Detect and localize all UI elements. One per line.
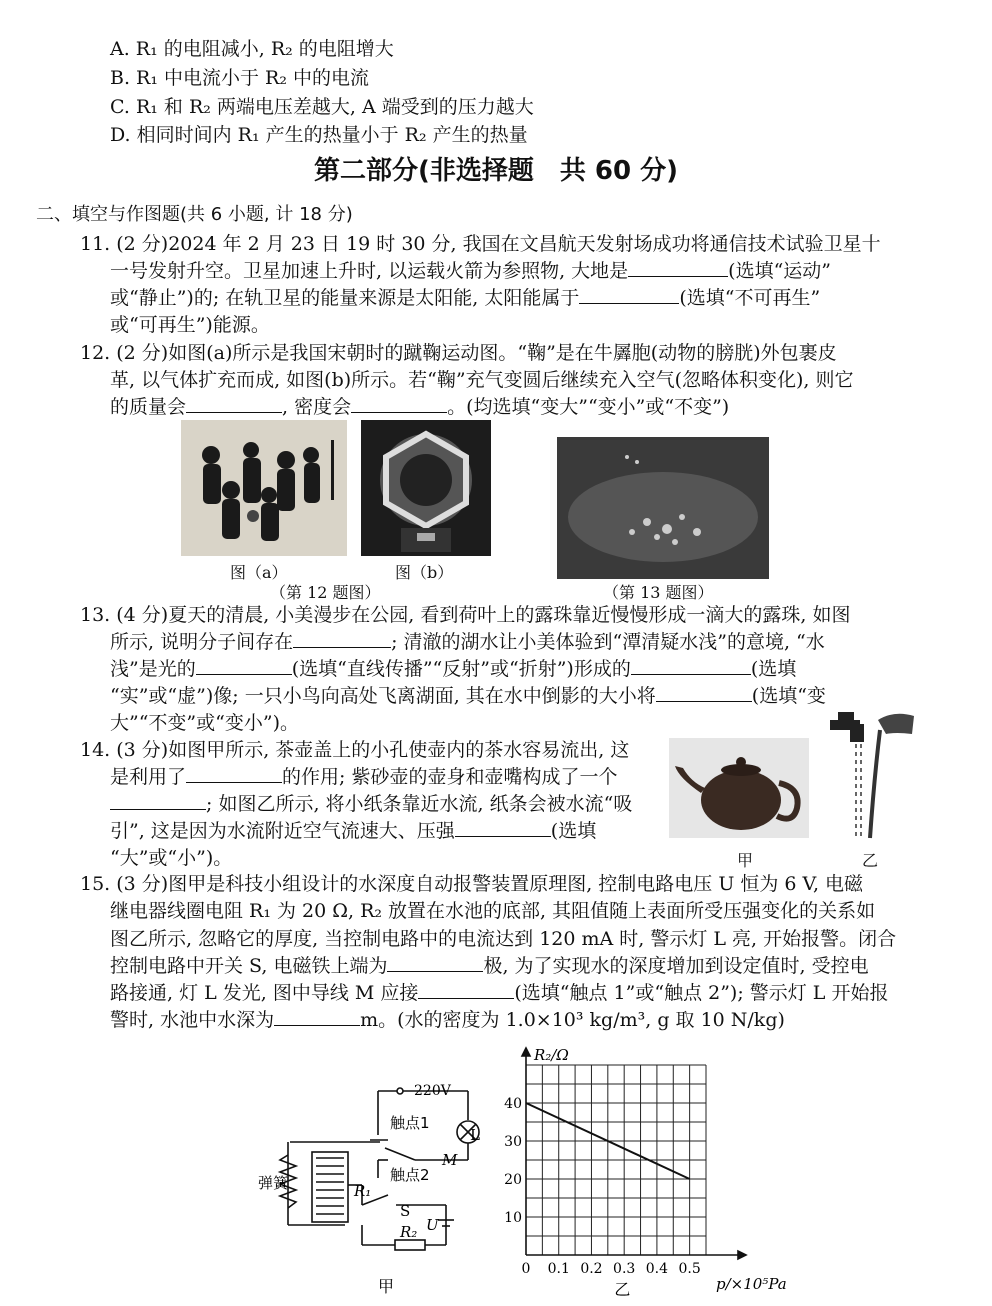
q11-line2: 一号发射升空。卫星加速上升时, 以运载火箭为参照物, 大地是 (选填“运动” bbox=[110, 260, 832, 282]
q13-blank1[interactable] bbox=[293, 629, 391, 648]
caption-jia-14: 甲 bbox=[737, 851, 754, 870]
cuju-ball-image bbox=[361, 420, 491, 556]
q11-blank1[interactable] bbox=[628, 258, 728, 277]
q11-blank2[interactable] bbox=[579, 285, 679, 304]
y-axis-arrow bbox=[522, 1048, 530, 1056]
q14-line3: ; 如图乙所示, 将小纸条靠近水流, 纸条会被水流“吸 bbox=[110, 791, 632, 817]
cuju-painting-image bbox=[181, 420, 347, 556]
caption-yi-14: 乙 bbox=[862, 851, 879, 870]
x-tick-label: 0.4 bbox=[645, 1261, 669, 1277]
y-tick-label: 40 bbox=[504, 1096, 522, 1112]
q13-line4: “实”或“虚”)像; 一只小鸟向高处飞离湖面, 其在水中倒影的大小将 (选填“变 bbox=[110, 685, 826, 707]
q14-line2: 是利用了 的作用; 紫砂壶的壶身和壶嘴构成了一个 bbox=[110, 766, 618, 788]
q12-line3: 的质量会 , 密度会 。(均选填“变大”“变小”或“不变”) bbox=[110, 396, 730, 418]
q14-line5: “大”或“小”)。 bbox=[110, 847, 233, 869]
q15-line6: 警时, 水池中水深为 m。(水的密度为 1.0×10³ kg/m³, g 取 10 N/kg) bbox=[110, 1009, 785, 1031]
q13-blank2[interactable] bbox=[196, 656, 292, 675]
q13-blank3[interactable] bbox=[631, 656, 751, 675]
y-tick-label: 30 bbox=[504, 1134, 522, 1150]
q14-line4: 引”, 这是因为水流附近空气流速大、压强 (选填 bbox=[110, 820, 597, 842]
chart-xlabel: p/×10⁵Pa bbox=[716, 1275, 787, 1293]
q15-blank2[interactable] bbox=[418, 980, 514, 999]
q13-line5: 大”“不变”或“变小”)。 bbox=[110, 712, 299, 734]
faucet-paper-image bbox=[826, 710, 918, 842]
part2-title: 第二部分(非选择题 共 60 分) bbox=[313, 156, 679, 186]
label-contact2: 触点2 bbox=[390, 1166, 430, 1184]
x-tick-label: 0.5 bbox=[678, 1261, 701, 1277]
x-tick-label: 0 bbox=[521, 1261, 531, 1277]
q14-blank2[interactable] bbox=[110, 791, 206, 810]
q15-line1: 15. (3 分)图甲是科技小组设计的水深度自动报警装置原理图, 控制电路电压 U 恒为 6 V, 电磁 bbox=[80, 873, 864, 895]
q11-line4: 或“可再生”)能源。 bbox=[110, 314, 270, 336]
chart-ylabel: R₂/Ω bbox=[534, 1046, 569, 1064]
q13-blank4[interactable] bbox=[656, 683, 752, 702]
caption-jia-15: 甲 bbox=[378, 1277, 395, 1296]
option-a: A. R₁ 的电阻减小, R₂ 的电阻增大 bbox=[110, 38, 394, 60]
label-m: M bbox=[442, 1151, 458, 1169]
q14-line1: 14. (3 分)如图甲所示, 茶壶盖上的小孔使壶内的茶水容易流出, 这 bbox=[80, 739, 630, 761]
caption-fig-a: 图（a） bbox=[230, 563, 288, 582]
q12-blank1[interactable] bbox=[186, 394, 282, 413]
dewdrop-lotus-image bbox=[557, 437, 769, 579]
section-title: 二、填空与作图题(共 6 小题, 计 18 分) bbox=[36, 204, 353, 225]
label-u: U bbox=[426, 1216, 439, 1234]
q12-line1: 12. (2 分)如图(a)所示是我国宋朝时的蹴鞠运动图。“鞠”是在牛羼胞(动物的膀胱)外包裹皮 bbox=[80, 342, 837, 364]
chart-caption: 乙 bbox=[614, 1280, 631, 1299]
q13-line2: 所示, 说明分子间存在 ; 清澈的湖水让小美体验到“潭清疑水浅”的意境, “水 bbox=[110, 631, 825, 653]
label-spring: 弹簧 bbox=[258, 1174, 289, 1192]
x-tick-label: 0.2 bbox=[580, 1261, 603, 1277]
teapot-image bbox=[669, 738, 809, 838]
q15-line4: 控制电路中开关 S, 电磁铁上端为 极, 为了实现水的深度增加到设定值时, 受控电 bbox=[110, 955, 869, 977]
caption-fig13: （第 13 题图） bbox=[603, 583, 714, 602]
q12-blank2[interactable] bbox=[351, 394, 447, 413]
q11-line3: 或“静止”)的; 在轨卫星的能量来源是太阳能, 太阳能属于 (选填“不可再生” bbox=[110, 287, 821, 309]
r2-pressure-chart bbox=[490, 1040, 790, 1300]
label-r2: R₂ bbox=[400, 1223, 418, 1241]
y-tick-label: 20 bbox=[504, 1172, 522, 1188]
label-contact1: 触点1 bbox=[390, 1114, 430, 1132]
label-lamp: L bbox=[470, 1126, 480, 1144]
option-d: D. 相同时间内 R₁ 产生的热量小于 R₂ 产生的热量 bbox=[110, 124, 528, 146]
x-axis-arrow bbox=[738, 1251, 746, 1259]
q15-line3: 图乙所示, 忽略它的厚度, 当控制电路中的电流达到 120 mA 时, 警示灯 L 亮, 开始报警。闭合 bbox=[110, 928, 897, 950]
q11-line1: 11. (2 分)2024 年 2 月 23 日 19 时 30 分, 我国在文昌航天发射场成功将通信技术试验卫星十 bbox=[80, 233, 881, 255]
label-s: S bbox=[400, 1202, 411, 1220]
option-b: B. R₁ 中电流小于 R₂ 中的电流 bbox=[110, 67, 370, 89]
label-r1: R₁ bbox=[354, 1182, 372, 1200]
caption-fig12: （第 12 题图） bbox=[270, 583, 381, 602]
q15-line2: 继电器线圈电阻 R₁ 为 20 Ω, R₂ 放置在水池的底部, 其阻值随上表面所受压强变化的关系如 bbox=[110, 900, 876, 922]
q12-line2: 革, 以气体扩充而成, 如图(b)所示。若“鞠”充气变圆后继续充入空气(忽略体积变化), 则它 bbox=[110, 369, 854, 391]
q14-blank3[interactable] bbox=[455, 818, 551, 837]
q15-line5: 路接通, 灯 L 发光, 图中导线 M 应接 (选填“触点 1”或“触点 2”); 警示灯 L 开始报 bbox=[110, 982, 889, 1004]
x-tick-label: 0.3 bbox=[613, 1261, 636, 1277]
label-220v: 220V bbox=[414, 1083, 451, 1099]
q14-blank1[interactable] bbox=[186, 764, 282, 783]
caption-fig-b: 图（b） bbox=[395, 563, 454, 582]
q15-blank1[interactable] bbox=[387, 953, 483, 972]
x-tick-label: 0.1 bbox=[547, 1261, 570, 1277]
circuit-diagram bbox=[250, 1080, 480, 1300]
option-c: C. R₁ 和 R₂ 两端电压差越大, A 端受到的压力越大 bbox=[110, 96, 534, 118]
q13-line3: 浅”是光的 (选填“直线传播”“反射”或“折射”)形成的 (选填 bbox=[110, 658, 797, 680]
q15-blank3[interactable] bbox=[274, 1007, 360, 1026]
q13-line1: 13. (4 分)夏天的清晨, 小美漫步在公园, 看到荷叶上的露珠靠近慢慢形成一滴大的露珠, 如图 bbox=[80, 604, 851, 626]
y-tick-label: 10 bbox=[504, 1210, 522, 1226]
